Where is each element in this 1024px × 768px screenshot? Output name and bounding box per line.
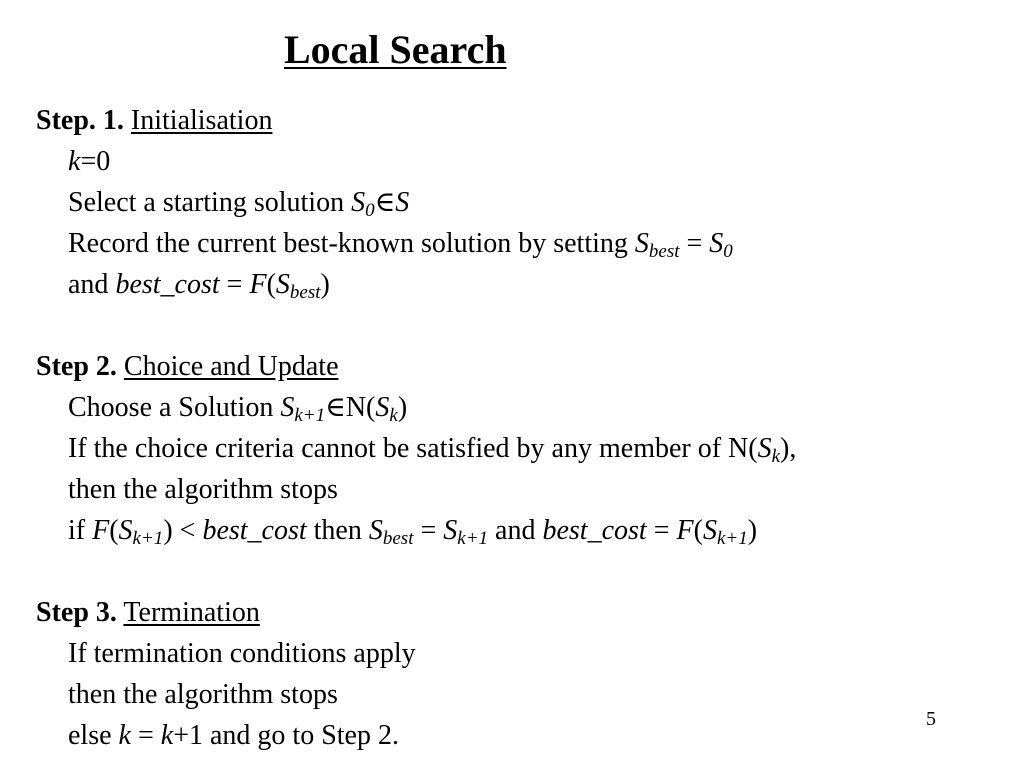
text-segment: ) bbox=[320, 269, 330, 300]
text-segment: S bbox=[709, 228, 724, 259]
text-segment: F bbox=[676, 515, 694, 546]
text-segment: Record the current best-known solution by setting bbox=[68, 228, 635, 259]
text-segment: S bbox=[351, 187, 366, 218]
text-segment: ) < bbox=[163, 515, 203, 546]
step-2-number: Step 2. bbox=[36, 351, 117, 382]
text-segment: k+1 bbox=[294, 405, 326, 426]
step-2-line-3 bbox=[68, 473, 338, 507]
text-segment: If termination conditions apply bbox=[68, 638, 416, 669]
text-segment: k+1 bbox=[457, 528, 489, 549]
text-segment: S bbox=[368, 515, 383, 546]
text-segment: 0 bbox=[365, 200, 375, 221]
step-3-name: Termination bbox=[123, 597, 260, 628]
text-segment: Choose a Solution bbox=[68, 392, 281, 423]
text-segment: and bbox=[488, 515, 543, 546]
step-1-line-4 bbox=[68, 268, 330, 302]
text-segment: S bbox=[280, 392, 295, 423]
text-segment: S bbox=[443, 515, 458, 546]
text-segment: best_cost bbox=[202, 515, 307, 546]
text-segment: ) bbox=[397, 392, 408, 423]
step-1-heading bbox=[36, 104, 272, 138]
text-segment: ∈N( bbox=[325, 392, 376, 423]
text-segment: then bbox=[306, 515, 369, 546]
step-2-name: Choice and Update bbox=[123, 351, 339, 382]
text-segment: else bbox=[68, 720, 119, 751]
text-segment: If the choice criteria cannot be satisfied by any member of N( bbox=[68, 433, 758, 464]
step-1-line-1 bbox=[68, 145, 110, 179]
text-segment: then the algorithm stops bbox=[68, 679, 338, 710]
text-segment: Select a starting solution bbox=[68, 187, 352, 218]
slide-title: Local Search bbox=[284, 27, 507, 72]
text-segment: ( bbox=[109, 515, 119, 546]
step-1-line-3 bbox=[68, 227, 733, 261]
step-1-number: Step. 1. bbox=[36, 105, 124, 136]
text-segment: k bbox=[771, 446, 781, 467]
step-2-heading bbox=[36, 350, 339, 384]
text-segment: =0 bbox=[80, 146, 111, 177]
text-segment: S bbox=[702, 515, 717, 546]
text-segment: k bbox=[389, 405, 398, 426]
step-3-line-2 bbox=[68, 678, 338, 712]
text-segment: k+1 bbox=[716, 528, 748, 549]
step-3-heading bbox=[36, 596, 260, 630]
step-2-line-4 bbox=[68, 514, 757, 548]
text-segment: k+1 bbox=[132, 528, 164, 549]
text-segment: and bbox=[68, 269, 116, 300]
text-segment: = bbox=[679, 228, 710, 259]
text-segment: ( bbox=[266, 269, 276, 300]
text-segment: = bbox=[413, 515, 444, 546]
text-segment: = bbox=[646, 515, 677, 546]
step-3-number: Step 3. bbox=[36, 597, 117, 628]
text-segment: S bbox=[395, 187, 410, 218]
step-3-line-3 bbox=[68, 719, 399, 753]
text-segment: ( bbox=[693, 515, 703, 546]
text-segment: F bbox=[249, 269, 267, 300]
text-segment: k bbox=[118, 720, 131, 751]
text-segment: k bbox=[68, 146, 81, 177]
text-segment: best bbox=[382, 528, 414, 549]
text-segment: then the algorithm stops bbox=[68, 474, 338, 505]
step-2-line-2 bbox=[68, 432, 796, 466]
text-segment: S bbox=[757, 433, 772, 464]
text-segment: S bbox=[375, 392, 390, 423]
text-segment: 0 bbox=[723, 241, 733, 262]
text-segment: ) bbox=[747, 515, 758, 546]
text-segment: best_cost bbox=[542, 515, 647, 546]
step-3-line-1 bbox=[68, 637, 416, 671]
text-segment: F bbox=[92, 515, 110, 546]
text-segment: best_cost bbox=[115, 269, 220, 300]
step-1-line-2 bbox=[68, 186, 409, 220]
text-segment: = bbox=[219, 269, 250, 300]
step-1-name: Initialisation bbox=[130, 105, 273, 136]
text-segment: ∈ bbox=[374, 187, 396, 218]
text-segment: S bbox=[275, 269, 290, 300]
text-segment: ), bbox=[780, 433, 797, 464]
text-segment: = bbox=[130, 720, 161, 751]
text-segment: best bbox=[648, 241, 680, 262]
text-segment: S bbox=[118, 515, 133, 546]
text-segment: S bbox=[634, 228, 649, 259]
step-2-line-1 bbox=[68, 391, 407, 425]
text-segment: +1 and go to Step 2. bbox=[173, 720, 399, 751]
page-number: 5 bbox=[926, 708, 936, 730]
text-segment: if bbox=[68, 515, 93, 546]
text-segment: best bbox=[289, 282, 321, 303]
text-segment: k bbox=[160, 720, 174, 751]
